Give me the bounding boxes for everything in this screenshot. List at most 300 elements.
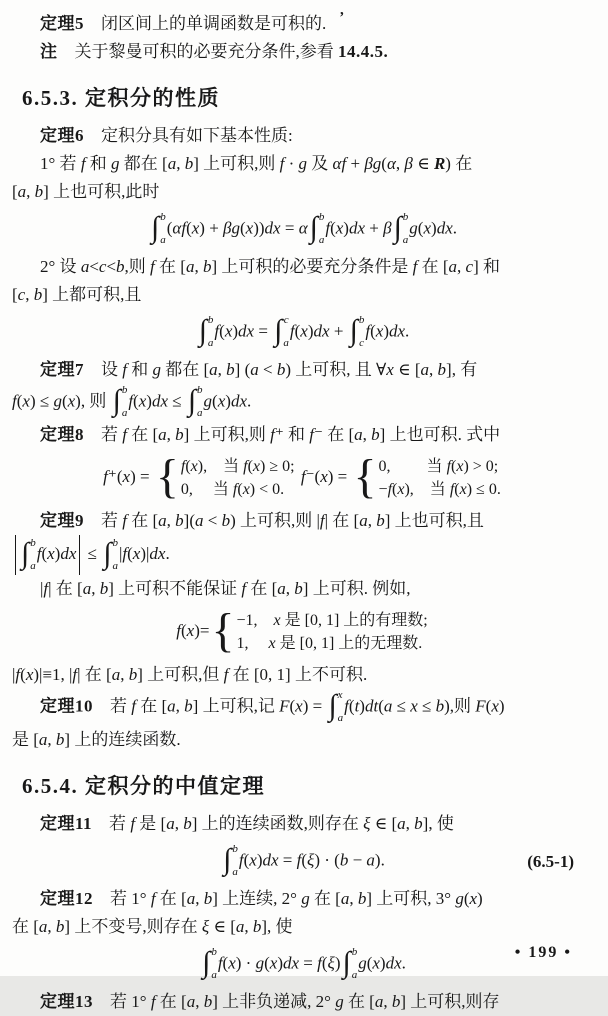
- integral-sign: ∫: [187, 384, 197, 417]
- math-variable: f: [279, 154, 285, 173]
- math-variable: a: [82, 579, 92, 598]
- math-variable: x: [47, 543, 55, 563]
- page-number: • 199 •: [514, 944, 572, 961]
- math-variable: x: [67, 391, 76, 411]
- integral-limits: [159, 211, 166, 248]
- integral-upper-limit: b: [30, 536, 36, 549]
- integral-limits: [318, 211, 325, 248]
- text-line: [12, 38, 594, 66]
- math-variable: x: [22, 391, 30, 411]
- theorem-label: 定理5: [40, 14, 84, 33]
- integral-upper-limit: b: [121, 384, 128, 396]
- integral-sign: ∫: [198, 314, 207, 347]
- math-variable: x: [217, 391, 226, 411]
- math-variable: a: [374, 992, 384, 1011]
- math-variable: b: [175, 511, 184, 530]
- math-variable: f: [15, 665, 21, 684]
- theorem-label: 定理7: [40, 360, 84, 379]
- math-variable: x: [191, 218, 200, 238]
- integral-sign: ∫: [151, 211, 160, 244]
- math-variable: a: [340, 889, 350, 908]
- equation-number: (6.5-1): [527, 851, 574, 871]
- math-variable: f: [217, 953, 223, 973]
- math-variable: x: [249, 850, 257, 870]
- math-variable: c: [17, 285, 26, 304]
- math-variable: f: [289, 321, 295, 341]
- math-variable: x: [423, 218, 432, 238]
- cases-rows: [181, 455, 295, 501]
- math-text: f(x)dx =: [214, 321, 273, 341]
- math-variable: f: [412, 257, 418, 276]
- math-text: |f(x)|≡1, |f| 在 [a, b] 上可积,但 f 在 [0, 1] 上不可积.: [12, 665, 368, 684]
- integral-sign: ∫: [393, 211, 402, 244]
- cases-row: [379, 455, 501, 478]
- theorem-label: 14.4.5.: [338, 42, 389, 61]
- math-variable: b: [203, 992, 213, 1011]
- math-text: g(x)dx.: [409, 218, 457, 238]
- section-heading: 6.5.4. 定积分的中值定理: [22, 774, 265, 798]
- integral-sign: ∫: [309, 211, 318, 244]
- math-variable: α: [386, 154, 396, 173]
- integral: [188, 384, 203, 421]
- integral-lower-limit: a: [30, 559, 36, 572]
- text-line: [12, 10, 594, 38]
- math-text: 设 f 和 g 都在 [a, b] (a < b) 上可积, 且 ∀x ∈ [a, b], 有: [84, 360, 478, 379]
- math-variable: dx: [230, 391, 247, 411]
- theorem-label: 定理11: [40, 814, 93, 833]
- math-variable: b: [55, 730, 65, 749]
- integral-lower-limit: c: [359, 337, 365, 349]
- math-variable: b: [183, 814, 192, 833]
- math-variable: α: [298, 218, 308, 238]
- text-line: [12, 661, 594, 689]
- text-line: [12, 356, 594, 384]
- math-variable: dx: [436, 218, 453, 238]
- tall-vertical-bar: [79, 535, 80, 575]
- math-variable: x: [375, 321, 384, 341]
- math-variable: b: [175, 425, 184, 444]
- text-line: [12, 689, 594, 726]
- math-variable: a: [366, 850, 375, 870]
- math-variable: x: [320, 466, 328, 486]
- integral-upper-limit: b: [318, 211, 325, 223]
- integral-lower-limit: a: [121, 407, 128, 419]
- math-variable: x: [138, 391, 147, 411]
- cases-rows: [379, 455, 501, 501]
- display-equation: [12, 450, 594, 503]
- integral-limits: [121, 384, 128, 421]
- math-variable: β: [223, 218, 232, 238]
- math-text: f(x) ≤ g(x), 则: [12, 391, 111, 411]
- math-variable: x: [122, 466, 131, 486]
- math-variable: x: [300, 321, 308, 341]
- integral-sign: ∫: [349, 314, 358, 347]
- cases-brace-icon: {: [353, 450, 377, 503]
- integral-lower-limit: a: [197, 407, 203, 419]
- math-variable: β: [383, 218, 392, 238]
- math-text: 定积分具有如下基本性质:: [84, 126, 293, 145]
- text-line: [12, 253, 594, 281]
- math-variable: f: [341, 154, 347, 173]
- math-variable: R: [433, 154, 446, 173]
- integral: [113, 384, 128, 421]
- integral: [328, 689, 343, 726]
- math-variable: a: [166, 814, 175, 833]
- math-variable: f: [180, 458, 186, 475]
- math-variable: x: [273, 612, 281, 629]
- section-heading: 6.5.3. 定积分的性质: [22, 86, 220, 110]
- math-variable: a: [111, 665, 121, 684]
- math-variable: c: [98, 257, 107, 276]
- math-variable: a: [194, 511, 204, 530]
- math-variable: ξ: [327, 953, 335, 973]
- math-variable: b: [294, 579, 303, 598]
- math-variable: x: [410, 696, 418, 716]
- math-text: f(x)dx +: [289, 321, 348, 341]
- cases-group: [155, 450, 295, 503]
- integral-upper-limit: b: [351, 946, 358, 958]
- text-line: [12, 535, 594, 575]
- math-variable: f: [131, 696, 136, 716]
- text-line: [12, 507, 594, 535]
- integral-limits: [231, 843, 238, 880]
- math-variable: β: [404, 154, 413, 173]
- math-variable: x: [228, 953, 236, 973]
- math-variable: b: [391, 992, 401, 1011]
- math-variable: dx: [313, 321, 330, 341]
- math-variable: a: [158, 511, 167, 530]
- math-text: f(x)dx: [36, 543, 77, 563]
- text-line: [12, 178, 594, 206]
- math-variable: x: [469, 889, 478, 908]
- integral-lower-limit: a: [160, 234, 166, 246]
- math-variable: f: [232, 481, 238, 498]
- integral-lower-limit: a: [283, 337, 289, 349]
- math-variable: b: [357, 889, 367, 908]
- integral-upper-limit: b: [402, 211, 409, 223]
- math-variable: f: [122, 543, 128, 563]
- math-variable: a: [448, 257, 458, 276]
- math-variable: a: [235, 917, 245, 936]
- integral-upper-limit: b: [160, 211, 166, 223]
- stray-scan-mark: ,: [340, 2, 344, 18]
- integral-upper-limit: x: [337, 689, 343, 701]
- math-variable: F: [279, 696, 290, 716]
- integral-sign: ∫: [112, 384, 121, 417]
- math-text: 0, 当 f(x) < 0.: [180, 481, 285, 498]
- math-text: 若 f 在 [a, b] 上可积,记 F(x) =: [93, 696, 327, 716]
- math-variable: f: [365, 321, 371, 341]
- integral-sign: ∫: [342, 946, 351, 979]
- integral-lower-limit: a: [207, 337, 214, 349]
- math-text: f(x)dx = f(ξ) · (b − a).: [238, 850, 385, 870]
- math-variable: b: [437, 360, 447, 379]
- math-variable: f: [181, 218, 187, 238]
- integral-sign: ∫: [328, 689, 337, 722]
- cases-brace-icon: {: [211, 604, 235, 657]
- math-variable: g: [358, 953, 367, 973]
- integral-limits: [207, 314, 214, 351]
- integral-lower-limit: a: [112, 559, 118, 572]
- math-variable: x: [397, 481, 405, 498]
- math-variable: f: [387, 481, 393, 498]
- math-variable: x: [186, 620, 195, 640]
- text-line: [12, 810, 594, 838]
- math-variable: b: [376, 511, 385, 530]
- math-text: f⁻(x) =: [300, 466, 352, 486]
- math-text: f(x)dx + β: [325, 218, 392, 238]
- math-variable: x: [269, 953, 278, 973]
- math-variable: f: [150, 889, 156, 908]
- math-text: f(t)dt(a ≤ x ≤ b),则 F(x): [344, 696, 505, 716]
- integral-limits: [111, 537, 118, 574]
- math-variable: b: [202, 257, 212, 276]
- math-text: f(x)=: [176, 620, 210, 640]
- math-variable: b: [371, 425, 380, 444]
- math-variable: f: [122, 425, 127, 444]
- integral: [342, 946, 357, 983]
- math-variable: a: [250, 360, 259, 379]
- math-variable: g: [53, 391, 62, 411]
- math-variable: F: [475, 696, 486, 716]
- integral-lower-limit: a: [402, 234, 409, 246]
- integral: [394, 211, 409, 248]
- math-variable: b: [184, 154, 194, 173]
- math-text: f(x)dx ≤: [128, 391, 186, 411]
- integral: [151, 211, 166, 248]
- math-variable: f: [150, 257, 155, 276]
- math-variable: b: [339, 850, 349, 870]
- math-variable: b: [184, 696, 193, 716]
- math-variable: f: [214, 321, 220, 341]
- integral-upper-limit: b: [211, 946, 217, 958]
- math-variable: g: [455, 889, 464, 908]
- math-text: 若 f 在 [a, b] 上可积,则 f⁺ 和 f⁻ 在 [a, b] 上也可积. 式中: [84, 425, 501, 444]
- math-variable: x: [252, 458, 261, 475]
- math-variable: g: [298, 154, 308, 173]
- math-variable: a: [38, 917, 48, 936]
- math-variable: x: [459, 481, 467, 498]
- math-variable: f: [72, 665, 78, 684]
- math-text: 1, x 是 [0, 1] 上的无理数.: [236, 635, 423, 652]
- math-text: 若 1° f 在 [a, b] 上连续, 2° g 在 [a, b] 上可积, 3° g(x): [93, 889, 483, 908]
- math-variable: f: [36, 543, 42, 563]
- math-variable: b: [435, 696, 445, 716]
- integral: [274, 314, 289, 351]
- math-text: (αf(x) + βg(x))dx = α: [166, 218, 308, 238]
- math-variable: f: [238, 850, 244, 870]
- integral-limits: [29, 537, 36, 574]
- math-variable: x: [491, 696, 499, 716]
- math-variable: dx: [282, 953, 300, 973]
- math-variable: a: [420, 360, 430, 379]
- display-equation: [12, 946, 594, 983]
- theorem-label: 定理10: [40, 696, 93, 716]
- math-text: 若 f 在 [a, b](a < b) 上可积,则 |f| 在 [a, b] 上也可积,且: [84, 511, 484, 530]
- math-variable: ξ: [307, 850, 315, 870]
- math-variable: a: [186, 992, 196, 1011]
- integral-sign: ∫: [103, 536, 112, 570]
- theorem-label: 定理8: [40, 425, 84, 444]
- math-variable: f: [12, 391, 17, 411]
- integral-upper-limit: b: [207, 314, 214, 326]
- text-line: [12, 122, 594, 150]
- math-text: 是 [a, b] 上的连续函数.: [12, 730, 181, 749]
- tall-vertical-bar: [15, 535, 16, 575]
- text-line: [12, 150, 594, 178]
- integral-limits: [337, 689, 344, 726]
- math-variable: x: [268, 635, 276, 652]
- math-variable: f: [300, 466, 306, 486]
- math-variable: b: [221, 511, 231, 530]
- math-variable: f: [446, 458, 452, 475]
- math-variable: a: [185, 257, 195, 276]
- integral-limits: [351, 946, 358, 983]
- math-variable: a: [17, 182, 27, 201]
- math-variable: a: [354, 425, 363, 444]
- math-variable: x: [242, 481, 250, 498]
- math-variable: a: [38, 730, 48, 749]
- math-variable: f: [296, 850, 302, 870]
- display-equation: [12, 211, 594, 248]
- cases-row: [237, 632, 428, 655]
- integral-lower-limit: a: [351, 969, 358, 981]
- math-variable: b: [116, 257, 125, 276]
- math-variable: g: [301, 889, 310, 908]
- cases-brace-icon: {: [155, 450, 179, 503]
- math-text: f(x), 当 f(x) ≥ 0;: [180, 458, 295, 475]
- math-variable: a: [209, 360, 218, 379]
- text-line: [12, 885, 594, 913]
- cases-row: [237, 609, 428, 632]
- text-line: [12, 281, 594, 309]
- integral: [223, 843, 238, 880]
- integral: [202, 946, 217, 983]
- math-variable: g: [372, 154, 382, 173]
- integral-limits: [358, 314, 365, 351]
- math-variable: f: [128, 391, 134, 411]
- math-variable: x: [372, 953, 380, 973]
- integral: [103, 537, 118, 574]
- math-text: g(x)dx.: [203, 391, 252, 411]
- math-variable: c: [465, 257, 474, 276]
- integral-upper-limit: b: [232, 843, 238, 855]
- cases-group: [211, 604, 428, 657]
- math-variable: g: [231, 218, 240, 238]
- text-line: [12, 913, 594, 941]
- math-variable: b: [226, 360, 235, 379]
- display-equation: [12, 843, 594, 880]
- integral-limits: [402, 211, 409, 248]
- math-variable: f: [344, 696, 349, 716]
- math-text: f(x)dx.: [365, 321, 410, 341]
- math-text: 闭区间上的单调函数是可积的.: [84, 14, 327, 33]
- math-text: 关于黎曼可积的必要充分条件,参看: [57, 42, 338, 61]
- cases-group: [353, 450, 501, 503]
- math-variable: x: [224, 321, 233, 341]
- math-variable: ξ: [201, 917, 210, 936]
- math-variable: x: [456, 458, 464, 475]
- text-line: [12, 421, 594, 449]
- math-text: 1° 若 f 和 g 都在 [a, b] 上可积,则 f · g 及 αf + βg(α, β ∈ R) 在: [40, 154, 473, 173]
- math-variable: f: [130, 814, 136, 833]
- cases-row: [181, 455, 295, 478]
- math-text: ≤: [83, 543, 102, 563]
- math-text: [a, b] 上也可积,此时: [12, 182, 160, 201]
- math-variable: α: [172, 218, 182, 238]
- math-variable: t: [354, 696, 360, 716]
- math-variable: α: [332, 154, 342, 173]
- math-variable: f: [122, 360, 127, 379]
- text-line: [12, 726, 594, 754]
- integral-sign: ∫: [21, 536, 30, 570]
- math-variable: f: [319, 511, 325, 530]
- math-variable: a: [277, 579, 286, 598]
- text-line: [12, 988, 594, 1016]
- integral: [21, 537, 36, 574]
- integral: [199, 314, 214, 351]
- math-variable: x: [245, 218, 254, 238]
- math-variable: f: [176, 620, 181, 640]
- math-variable: f: [449, 481, 455, 498]
- math-text: f⁺(x) =: [103, 466, 154, 486]
- integral-lower-limit: a: [211, 969, 217, 981]
- integral-limits: [196, 384, 203, 421]
- math-variable: f: [243, 458, 248, 475]
- math-variable: dx: [60, 543, 77, 563]
- math-text: [c, b] 上都可积,且: [12, 285, 142, 304]
- math-variable: f: [103, 466, 108, 486]
- math-variable: dt: [364, 696, 379, 716]
- math-variable: dx: [262, 850, 279, 870]
- math-variable: f: [150, 992, 156, 1011]
- math-variable: g: [203, 391, 213, 411]
- cases-row: [379, 478, 501, 501]
- math-variable: f: [270, 425, 275, 444]
- math-variable: dx: [348, 218, 366, 238]
- math-variable: g: [255, 953, 265, 973]
- theorem-label: 定理9: [40, 511, 84, 530]
- math-variable: dx: [385, 953, 402, 973]
- math-variable: f: [309, 425, 315, 444]
- integral-sign: ∫: [223, 843, 232, 876]
- math-variable: x: [295, 696, 303, 716]
- math-variable: f: [80, 154, 86, 173]
- math-variable: b: [128, 665, 138, 684]
- math-text: g(x)dx.: [358, 953, 406, 973]
- integral-limits: [210, 946, 217, 983]
- math-variable: b: [33, 285, 43, 304]
- math-text: |f| 在 [a, b] 上可积不能保证 f 在 [a, b] 上可积. 例如,: [40, 579, 411, 598]
- math-text: |f(x)|dx.: [118, 543, 170, 563]
- math-variable: dx: [389, 321, 406, 341]
- text-line: [12, 575, 594, 603]
- math-variable: f: [241, 579, 247, 598]
- integral-upper-limit: b: [358, 314, 365, 326]
- display-equation: [12, 314, 594, 351]
- integral-sign: ∫: [274, 314, 283, 347]
- theorem-label: 定理12: [40, 889, 93, 908]
- integral-lower-limit: a: [318, 234, 325, 246]
- math-variable: b: [99, 579, 109, 598]
- math-variable: b: [55, 917, 65, 936]
- integral-upper-limit: b: [197, 384, 203, 396]
- math-variable: f: [325, 218, 331, 238]
- display-equation: [12, 604, 594, 657]
- math-variable: f: [317, 953, 322, 973]
- math-variable: β: [364, 154, 373, 173]
- math-variable: b: [203, 889, 213, 908]
